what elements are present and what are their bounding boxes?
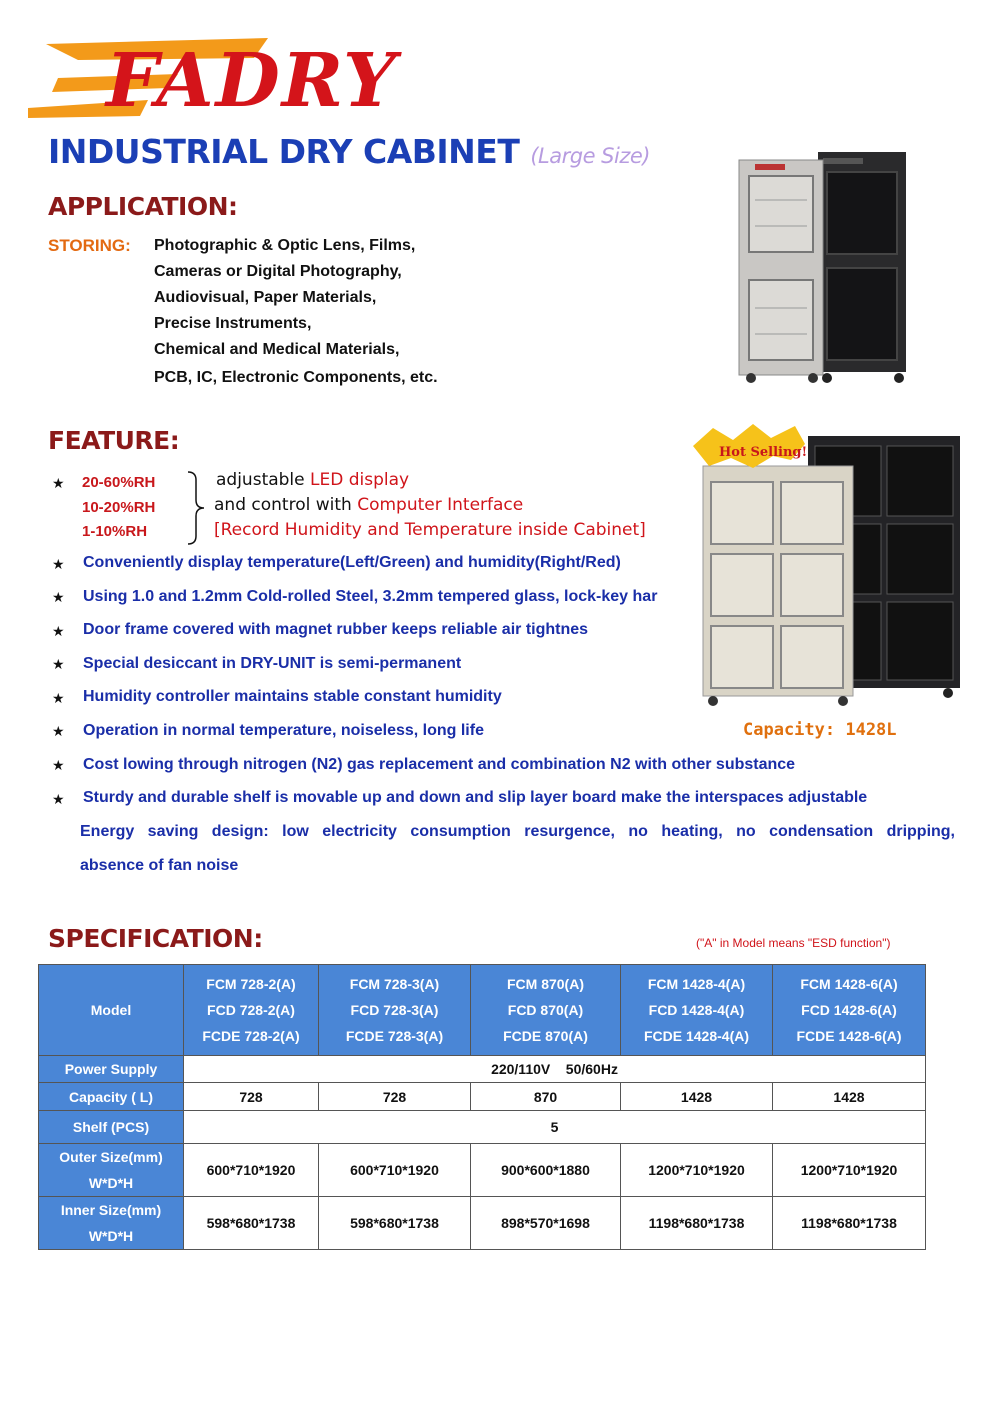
rh-line-2: and control with Computer Interface [214,495,524,515]
rh-line-1: adjustable LED display [216,470,410,490]
capacity-cell: 728 [319,1083,471,1111]
outer-cell: 900*600*1880 [471,1144,621,1197]
storing-line: PCB, IC, Electronic Components, etc. [154,369,438,386]
capacity-row-label: Capacity ( L) [39,1083,184,1111]
model-cell: FCM 1428-6(A) FCD 1428-6(A) FCDE 1428-6(A) [773,965,926,1056]
rh-range: 10-20%RH [82,499,156,516]
inner-cell: 598*680*1738 [319,1197,471,1250]
table-row [39,1144,926,1197]
star-bullet: ★ [52,791,65,807]
capacity-cell: 728 [184,1083,319,1111]
model-cell: FCM 728-3(A) FCD 728-3(A) FCDE 728-3(A) [319,965,471,1056]
capacity-label: Capacity: 1428L [743,720,897,740]
feature-item: Humidity controller maintains stable constant humidity [83,688,502,705]
spec-table [38,964,926,1250]
feature-item: Door frame covered with magnet rubber keeps reliable air tightnes [83,621,589,638]
brace-icon [186,470,210,546]
storing-line: Cameras or Digital Photography, [154,263,402,280]
power-label: Power Supply [39,1056,184,1083]
page-title [48,132,650,171]
star-bullet: ★ [52,475,65,491]
table-row [39,1197,926,1250]
star-bullet: ★ [52,656,65,672]
feature-item: Using 1.0 and 1.2mm Cold-rolled Steel, 3.2mm tempered glass, lock-key har [83,588,658,605]
storing-line: Audiovisual, Paper Materials, [154,289,377,306]
star-bullet: ★ [52,690,65,706]
star-bullet: ★ [52,556,65,572]
capacity-cell: 1428 [773,1083,926,1111]
energy-line-2: absence of fan noise [80,857,239,874]
logo-text: FADRY [106,38,398,120]
table-row [39,1056,926,1083]
capacity-cell: 1428 [621,1083,773,1111]
shelf-value: 5 [184,1111,926,1144]
table-row [39,1083,926,1111]
storing-line: Precise Instruments, [154,315,312,332]
model-cell: FCM 1428-4(A) FCD 1428-4(A) FCDE 1428-4(A) [621,965,773,1056]
outer-cell: 1200*710*1920 [621,1144,773,1197]
title-main: INDUSTRIAL DRY CABINET [48,132,520,171]
feature-item: Conveniently display temperature(Left/Green) and humidity(Right/Red) [83,554,621,571]
outer-cell: 600*710*1920 [184,1144,319,1197]
feature-item: Cost lowing through nitrogen (N2) gas replacement and combination N2 with other substance [83,756,796,773]
model-label: Model [39,965,184,1056]
inner-size-label: Inner Size(mm) W*D*H [39,1197,184,1250]
rh-line-3: [Record Humidity and Temperature inside Cabinet] [214,520,646,540]
table-row [39,1111,926,1144]
star-bullet: ★ [52,623,65,639]
storing-line: Chemical and Medical Materials, [154,341,400,358]
energy-line-1: Energy saving design: low electricity consumption resurgence, no heating, no condensation dripping, [80,823,955,840]
outer-cell: 600*710*1920 [319,1144,471,1197]
model-cell: FCM 870(A) FCD 870(A) FCDE 870(A) [471,965,621,1056]
shelf-label: Shelf (PCS) [39,1111,184,1144]
inner-cell: 1198*680*1738 [773,1197,926,1250]
power-value: 220/110V 50/60Hz [184,1056,926,1083]
feature-item: Sturdy and durable shelf is movable up and down and slip layer board make the interspaces adjustable [83,789,868,806]
feature-item: Special desiccant in DRY-UNIT is semi-permanent [83,655,462,672]
star-bullet: ★ [52,723,65,739]
feature-heading: FEATURE: [48,426,180,455]
inner-cell: 1198*680*1738 [621,1197,773,1250]
storing-line: Photographic & Optic Lens, Films, [154,237,416,254]
large-cabinet-image [683,420,966,710]
capacity-cell: 870 [471,1083,621,1111]
inner-cell: 898*570*1698 [471,1197,621,1250]
fadry-logo [28,30,468,120]
application-heading: APPLICATION: [48,192,238,221]
title-sub: (Large Size) [530,144,650,168]
inner-cell: 598*680*1738 [184,1197,319,1250]
model-cell: FCM 728-2(A) FCD 728-2(A) FCDE 728-2(A) [184,965,319,1056]
esd-note: ("A" in Model means "ESD function") [696,936,891,950]
outer-size-label: Outer Size(mm) W*D*H [39,1144,184,1197]
cabinet-pair-image [735,150,910,385]
hot-selling-text: Hot Selling! [719,445,808,460]
specification-heading: SPECIFICATION: [48,924,263,953]
table-row [39,965,926,1056]
star-bullet: ★ [52,757,65,773]
rh-range: 20-60%RH [82,474,156,491]
outer-cell: 1200*710*1920 [773,1144,926,1197]
rh-range: 1-10%RH [82,523,148,540]
storing-label: STORING: [48,236,131,255]
star-bullet: ★ [52,589,65,605]
feature-item: Operation in normal temperature, noiseless, long life [83,722,484,739]
